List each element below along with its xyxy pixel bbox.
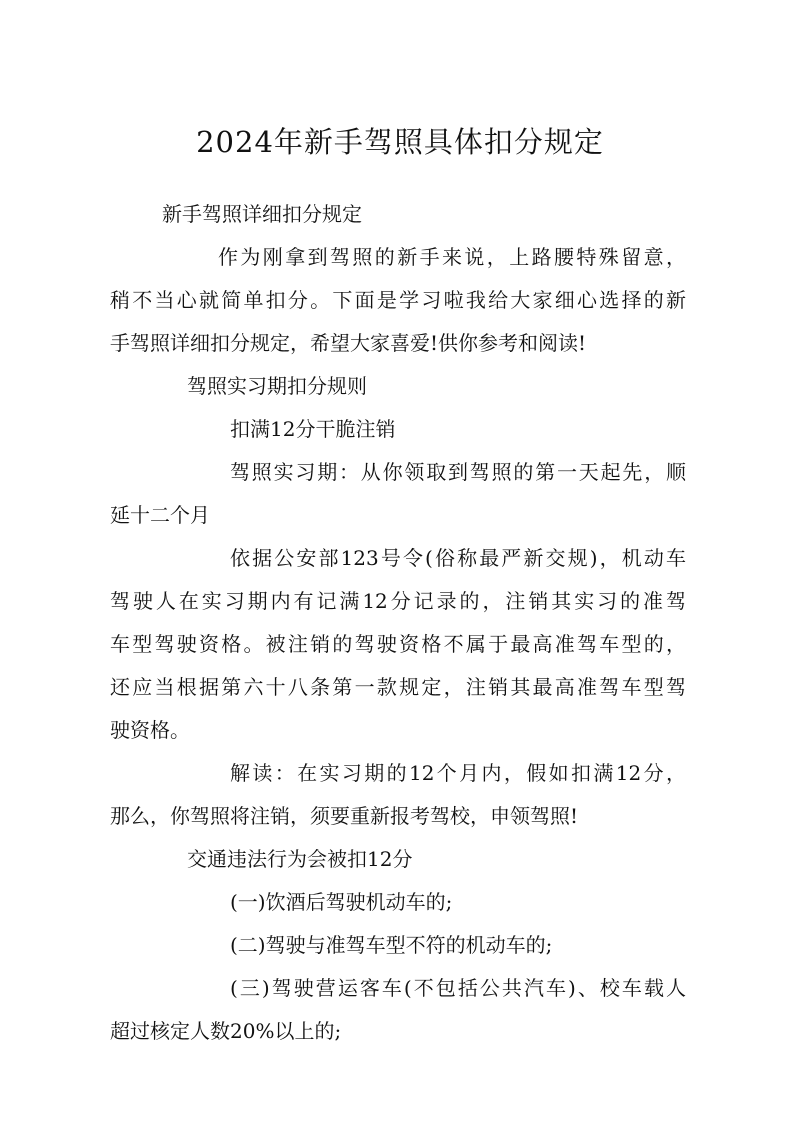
period-line-2: 延十二个月 (110, 503, 210, 527)
interpret-line-1: 解读：在实习期的12个月内，假如扣满12分， (230, 761, 686, 785)
law-line-4: 还应当根据第六十八条第一款规定，注销其最高准驾车型驾 (110, 675, 686, 699)
list-item: (三)驾驶营运客车(不包括公共汽车)、校车载人 (230, 976, 686, 1000)
subtitle: 新手驾照详细扣分规定 (162, 202, 362, 226)
law-line-1: 依据公安部123号令(俗称最严新交规)，机动车 (230, 546, 686, 570)
document-title: 2024年新手驾照具体扣分规定 (196, 125, 604, 159)
intro-line-2: 稍不当心就简单扣分。下面是学习啦我给大家细心选择的新 (110, 288, 686, 312)
law-line-2: 驾驶人在实习期内有记满12分记录的，注销其实习的准驾 (110, 589, 686, 613)
section1-sub: 扣满12分干脆注销 (230, 417, 396, 441)
section2-heading: 交通违法行为会被扣12分 (187, 847, 413, 871)
list-item: (一)饮酒后驾驶机动车的; (230, 890, 453, 914)
section1-heading: 驾照实习期扣分规则 (187, 374, 367, 398)
interpret-line-2: 那么，你驾照将注销，须要重新报考驾校，申领驾照! (110, 804, 579, 828)
list-item-continuation: 超过核定人数20%以上的; (110, 1019, 342, 1043)
law-line-5: 驶资格。 (110, 718, 190, 742)
intro-line-1: 作为刚拿到驾照的新手来说，上路腰特殊留意， (218, 245, 686, 269)
period-line-1: 驾照实习期：从你领取到驾照的第一天起先，顺 (230, 460, 686, 484)
law-line-3: 车型驾驶资格。被注销的驾驶资格不属于最高准驾车型的， (110, 632, 686, 656)
intro-line-3: 手驾照详细扣分规定，希望大家喜爱!供你参考和阅读! (110, 331, 587, 355)
list-item: (二)驾驶与准驾车型不符的机动车的; (230, 933, 553, 957)
